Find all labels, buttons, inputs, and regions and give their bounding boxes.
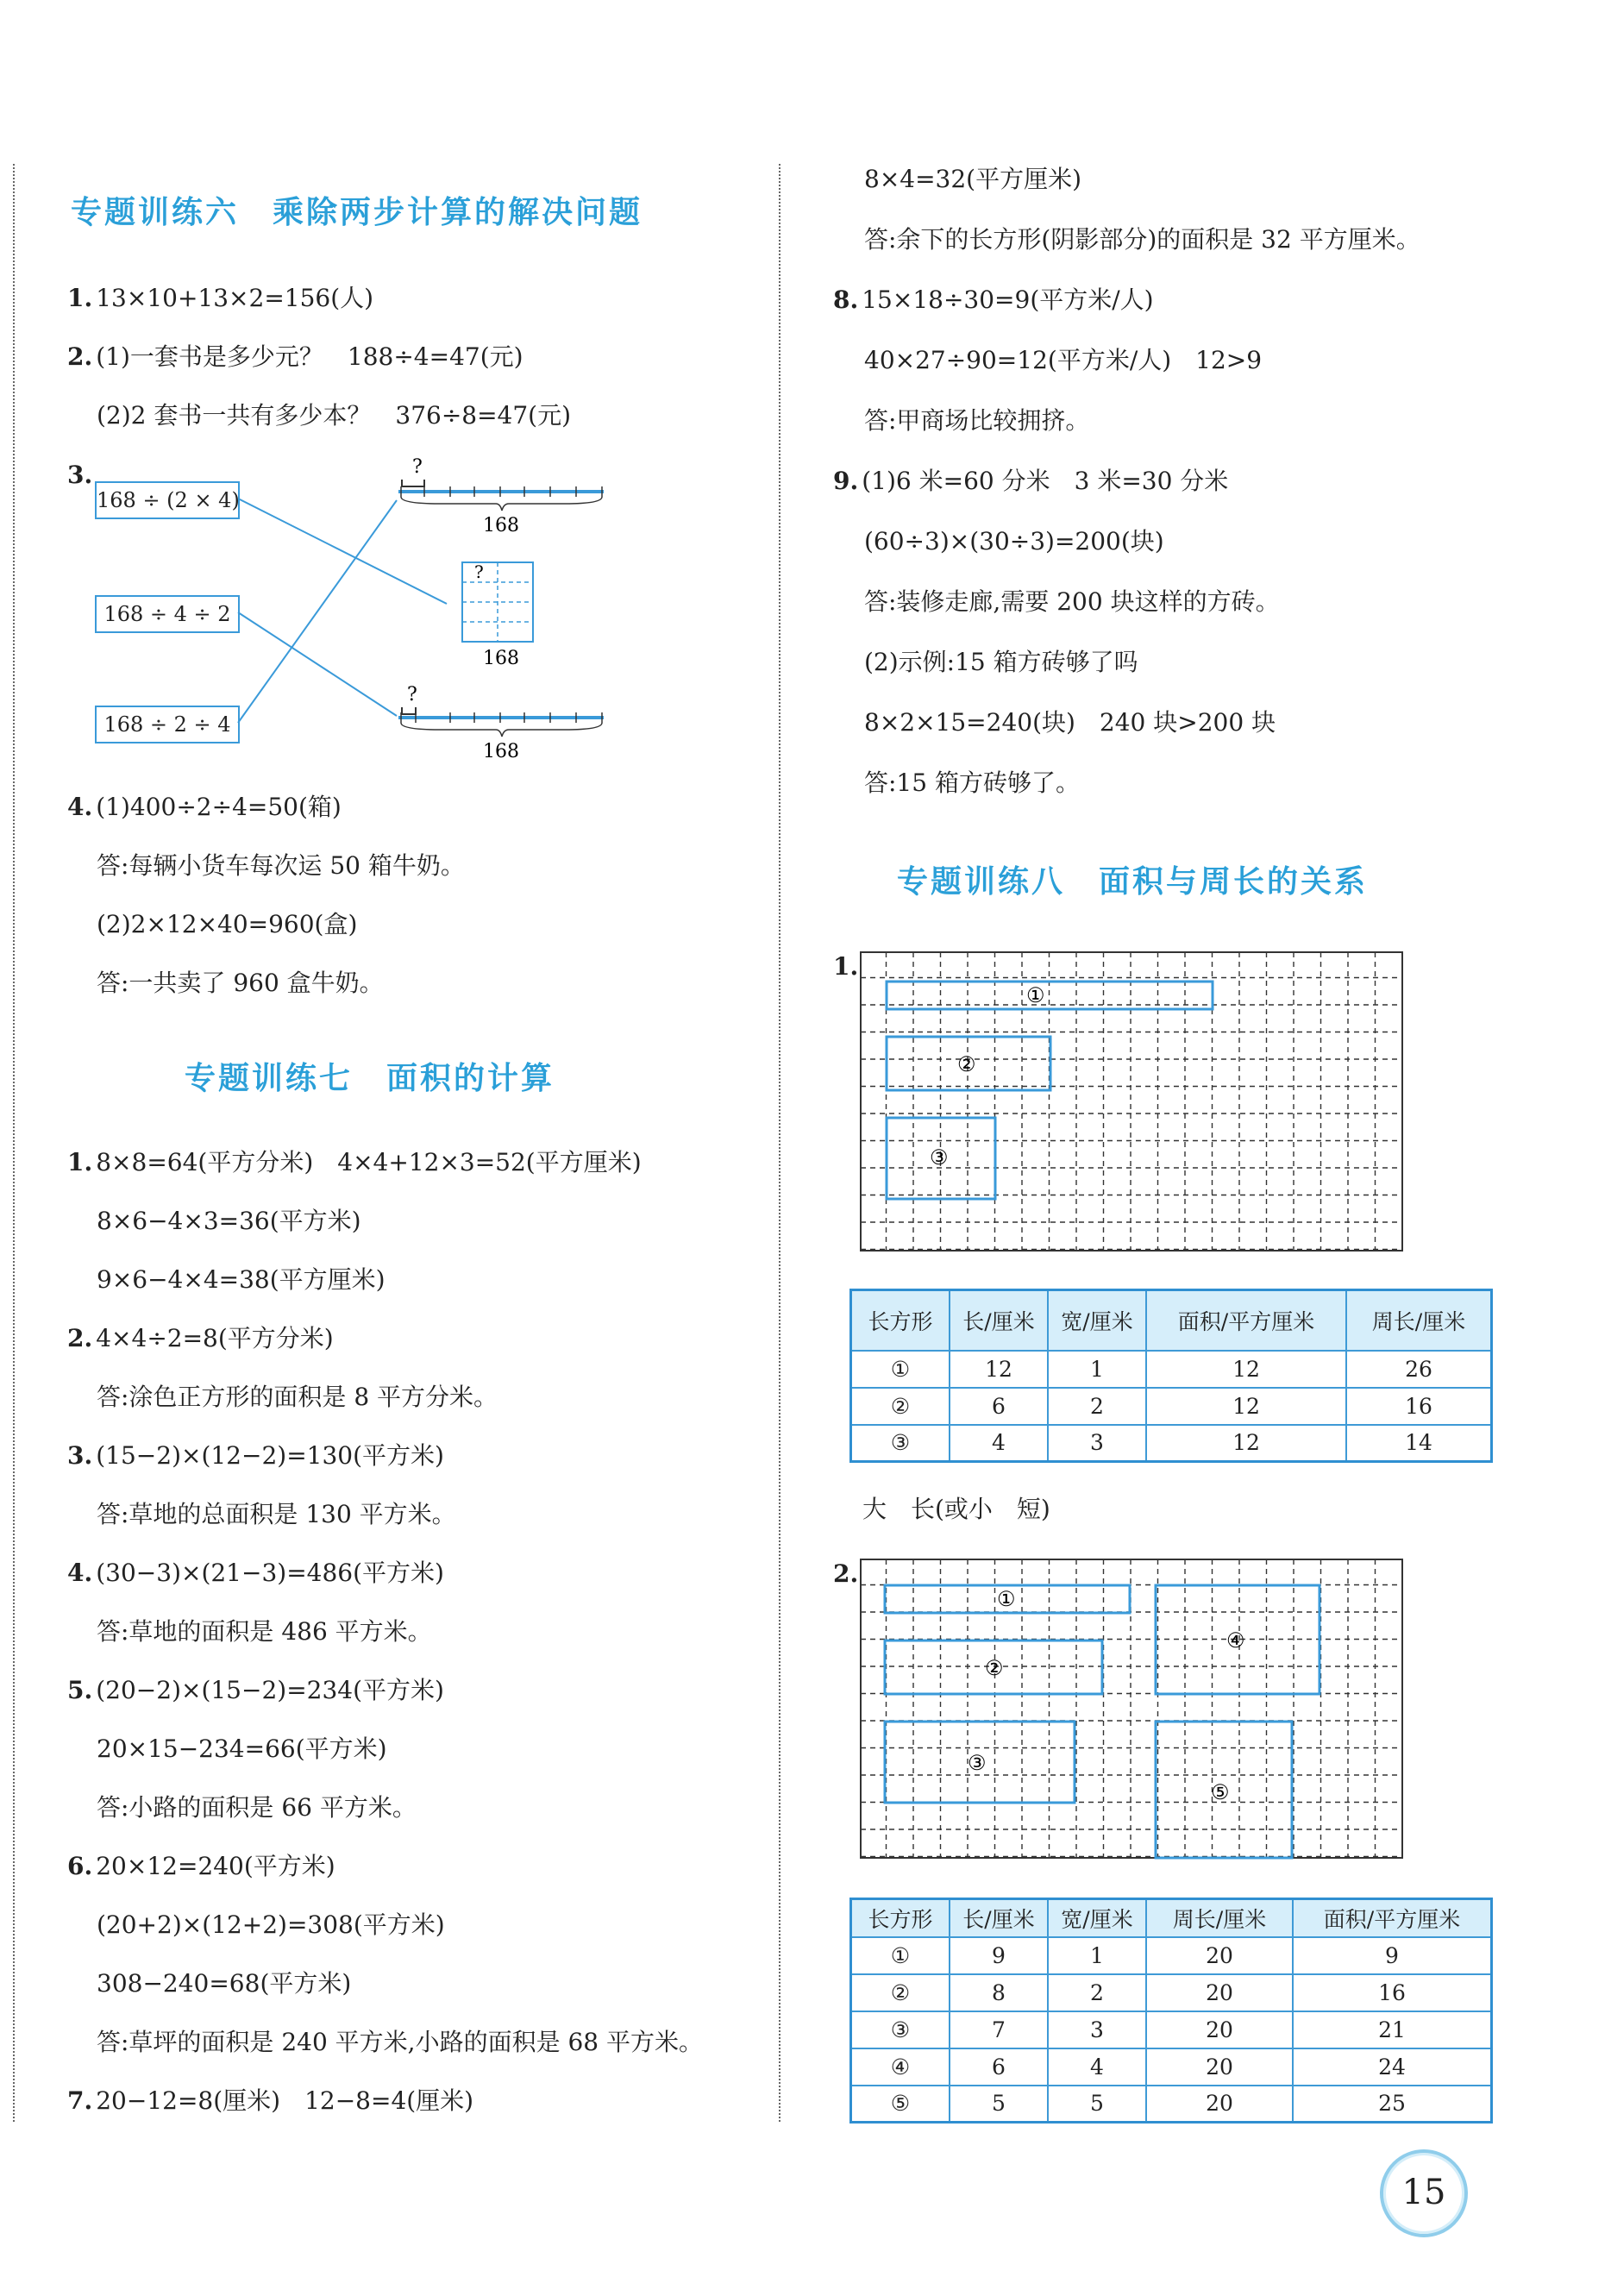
segment-diagram-bottom bbox=[398, 684, 604, 762]
table-row bbox=[851, 1388, 1492, 1425]
s7-q6-line1: 6. 20×12=240(平方米) bbox=[67, 1852, 335, 1880]
table-cell: 6 bbox=[950, 1388, 1048, 1425]
s6-q1: 1. 13×10+13×2=156(人) bbox=[67, 284, 374, 312]
table-cell: 3 bbox=[1048, 2011, 1146, 2048]
table-cell: 26 bbox=[1346, 1351, 1492, 1388]
s6-q2-line1: 2. (1)一套书是多少元？ 188÷4=47(元) bbox=[67, 342, 523, 371]
table-cell: 1 bbox=[1048, 1937, 1146, 1974]
table-cell: 20 bbox=[1146, 1937, 1293, 1974]
q8-line3: 答:甲商场比较拥挤。 bbox=[864, 406, 1090, 435]
s6-q4-line2: 答:每辆小货车每次运 50 箱牛奶。 bbox=[97, 851, 465, 880]
table-cell: 8 bbox=[950, 1974, 1048, 2011]
q9-line5: 8×2×15=240(块) 240 块>200 块 bbox=[864, 708, 1276, 737]
table-2 bbox=[849, 1898, 1493, 2123]
table-cell: ③ bbox=[851, 2011, 950, 2048]
table-cell: 9 bbox=[950, 1937, 1048, 1974]
s7-q4-line2: 答:草地的面积是 486 平方米。 bbox=[97, 1617, 432, 1646]
table-cell: 16 bbox=[1293, 1974, 1492, 2011]
cont-line2: 答:余下的长方形(阴影部分)的面积是 32 平方厘米。 bbox=[864, 225, 1420, 254]
match-line-2 bbox=[238, 612, 397, 716]
table-cell: 20 bbox=[1146, 1974, 1293, 2011]
segment-top-total: 168 bbox=[483, 515, 519, 536]
s7-q6-line4: 答:草坪的面积是 240 平方米,小路的面积是 68 平方米。 bbox=[97, 2028, 704, 2056]
page-number: 15 bbox=[1380, 2149, 1468, 2237]
table-1 bbox=[849, 1289, 1493, 1463]
table-1-h0: 长方形 bbox=[851, 1290, 950, 1351]
s6-q3-number: 3. bbox=[67, 461, 93, 489]
s7-q5-line3: 答:小路的面积是 66 平方米。 bbox=[97, 1793, 417, 1822]
table-cell: 24 bbox=[1293, 2048, 1492, 2086]
s7-q4-line1: 4. (30−3)×(21−3)=486(平方米) bbox=[67, 1559, 444, 1587]
table-cell: ① bbox=[851, 1351, 950, 1388]
table-2-h2: 宽/厘米 bbox=[1048, 1899, 1146, 1937]
s7-q1-line3: 9×6−4×4=38(平方厘米) bbox=[97, 1265, 386, 1294]
rect-label-1: ① bbox=[997, 1587, 1016, 1611]
rect-label-1: ① bbox=[1026, 983, 1045, 1007]
s7-q6-line3: 308−240=68(平方米) bbox=[97, 1969, 352, 1998]
segment-bottom-question: ? bbox=[407, 684, 417, 706]
matching-figure bbox=[224, 449, 621, 776]
rect-label-4: ④ bbox=[1226, 1628, 1245, 1653]
table-cell: 9 bbox=[1293, 1937, 1492, 1974]
table-cell: 20 bbox=[1146, 2011, 1293, 2048]
grid-figure-1 bbox=[859, 950, 1411, 1261]
rect-label-2: ② bbox=[957, 1052, 976, 1076]
table-2-h1: 长/厘米 bbox=[950, 1899, 1048, 1937]
expression-box-3: 168 ÷ 2 ÷ 4 bbox=[95, 706, 240, 743]
s6-q4-line3: (2)2×12×40=960(盒) bbox=[97, 910, 358, 938]
s8-q1-number: 1. bbox=[833, 952, 859, 981]
table-row bbox=[851, 1425, 1492, 1462]
table-1-header bbox=[851, 1290, 1492, 1351]
rect-question: ? bbox=[474, 561, 484, 582]
segment-top-question: ? bbox=[412, 456, 423, 478]
table-cell: 21 bbox=[1293, 2011, 1492, 2048]
table-cell: ① bbox=[851, 1937, 950, 1974]
s7-q7-line1: 7. 20−12=8(厘米) 12−8=4(厘米) bbox=[67, 2086, 474, 2115]
table-2-header bbox=[851, 1899, 1492, 1937]
table-1-h4: 周长/厘米 bbox=[1346, 1290, 1492, 1351]
table-cell: 12 bbox=[1146, 1388, 1346, 1425]
table-cell: ③ bbox=[851, 1425, 950, 1462]
table-cell: 2 bbox=[1048, 1974, 1146, 2011]
cont-line1: 8×4=32(平方厘米) bbox=[864, 165, 1082, 193]
table-cell: 16 bbox=[1346, 1388, 1492, 1425]
table-1-h3: 面积/平方厘米 bbox=[1146, 1290, 1346, 1351]
section-6-title: 专题训练六 乘除两步计算的解决问题 bbox=[71, 195, 643, 230]
q8-line2: 40×27÷90=12(平方米/人) 12>9 bbox=[864, 346, 1263, 374]
table-1-h2: 宽/厘米 bbox=[1048, 1290, 1146, 1351]
table-cell: ④ bbox=[851, 2048, 950, 2086]
table-cell: 12 bbox=[1146, 1425, 1346, 1462]
left-margin-rule bbox=[13, 164, 15, 2122]
section-8-title: 专题训练八 面积与周长的关系 bbox=[897, 864, 1369, 900]
table-cell: 12 bbox=[950, 1351, 1048, 1388]
match-line-3 bbox=[238, 500, 397, 723]
table-row bbox=[851, 1974, 1492, 2011]
table-cell: ② bbox=[851, 1388, 950, 1425]
table-cell: ⑤ bbox=[851, 2086, 950, 2123]
s6-q2-line2: (2)2 套书一共有多少本？ 376÷8=47(元) bbox=[97, 401, 572, 430]
table-cell: 7 bbox=[950, 2011, 1048, 2048]
s7-q5-line2: 20×15−234=66(平方米) bbox=[97, 1735, 387, 1763]
column-divider bbox=[779, 164, 780, 2122]
q9-line6: 答:15 箱方砖够了。 bbox=[864, 768, 1080, 797]
table-cell: 4 bbox=[950, 1425, 1048, 1462]
s6-q4-line1: 4. (1)400÷2÷4=50(箱) bbox=[67, 793, 342, 821]
table-cell: 6 bbox=[950, 2048, 1048, 2086]
table-cell: 3 bbox=[1048, 1425, 1146, 1462]
table-cell: ② bbox=[851, 1974, 950, 2011]
s7-q2-line2: 答:涂色正方形的面积是 8 平方分米。 bbox=[97, 1383, 498, 1411]
table-cell: 14 bbox=[1346, 1425, 1492, 1462]
table-row bbox=[851, 2086, 1492, 2123]
rect-label-5: ⑤ bbox=[1211, 1780, 1230, 1804]
s7-q1-line1: 1. 8×8=64(平方分米) 4×4+12×3=52(平方厘米) bbox=[67, 1148, 642, 1176]
table-cell: 2 bbox=[1048, 1388, 1146, 1425]
table-row bbox=[851, 1937, 1492, 1974]
expression-box-1: 168 ÷ (2 × 4) bbox=[95, 481, 240, 519]
segment-diagram-top bbox=[398, 456, 604, 536]
table-cell: 20 bbox=[1146, 2086, 1293, 2123]
segment-bottom-total: 168 bbox=[483, 741, 519, 762]
s7-q3-line2: 答:草地的总面积是 130 平方米。 bbox=[97, 1500, 456, 1528]
q9-line1: 9. (1)6 米=60 分米 3 米=30 分米 bbox=[833, 467, 1229, 495]
s7-q3-line1: 3. (15−2)×(12−2)=130(平方米) bbox=[67, 1441, 444, 1470]
expression-box-2: 168 ÷ 4 ÷ 2 bbox=[95, 595, 240, 633]
table-cell: 5 bbox=[950, 2086, 1048, 2123]
table-cell: 1 bbox=[1048, 1351, 1146, 1388]
table-cell: 12 bbox=[1146, 1351, 1346, 1388]
section-7-title: 专题训练七 面积的计算 bbox=[185, 1061, 555, 1096]
s7-q6-line2: (20+2)×(12+2)=308(平方米) bbox=[97, 1910, 445, 1939]
table-cell: 5 bbox=[1048, 2086, 1146, 2123]
table-2-h3: 周长/厘米 bbox=[1146, 1899, 1293, 1937]
table-row bbox=[851, 2048, 1492, 2086]
table-cell: 20 bbox=[1146, 2048, 1293, 2086]
table-row bbox=[851, 2011, 1492, 2048]
s7-q2-line1: 2. 4×4÷2=8(平方分米) bbox=[67, 1324, 334, 1352]
table-2-h4: 面积/平方厘米 bbox=[1293, 1899, 1492, 1937]
s8-q1-note: 大 长(或小 短) bbox=[862, 1495, 1050, 1523]
q8-line1: 8. 15×18÷30=9(平方米/人) bbox=[833, 285, 1154, 314]
table-row bbox=[851, 1351, 1492, 1388]
q9-line4: (2)示例:15 箱方砖够了吗 bbox=[864, 648, 1138, 676]
rect-label-3: ③ bbox=[930, 1145, 949, 1170]
q9-line2: (60÷3)×(30÷3)=200(块) bbox=[864, 527, 1164, 555]
grid-figure-2 bbox=[859, 1558, 1411, 1868]
s7-q1-line2: 8×6−4×3=36(平方米) bbox=[97, 1207, 361, 1235]
s6-q4-line4: 答:一共卖了 960 盒牛奶。 bbox=[97, 969, 384, 997]
s7-q5-line1: 5. (20−2)×(15−2)=234(平方米) bbox=[67, 1676, 444, 1704]
table-cell: 4 bbox=[1048, 2048, 1146, 2086]
q9-line3: 答:装修走廊,需要 200 块这样的方砖。 bbox=[864, 587, 1280, 616]
table-1-h1: 长/厘米 bbox=[950, 1290, 1048, 1351]
rect-total: 168 bbox=[483, 648, 519, 669]
table-cell: 25 bbox=[1293, 2086, 1492, 2123]
s8-q2-number: 2. bbox=[833, 1559, 859, 1588]
table-2-h0: 长方形 bbox=[851, 1899, 950, 1937]
match-line-1 bbox=[238, 499, 447, 604]
grid-rectangle-middle bbox=[462, 561, 533, 669]
rect-label-2: ② bbox=[985, 1656, 1004, 1680]
rect-label-3: ③ bbox=[968, 1751, 987, 1775]
